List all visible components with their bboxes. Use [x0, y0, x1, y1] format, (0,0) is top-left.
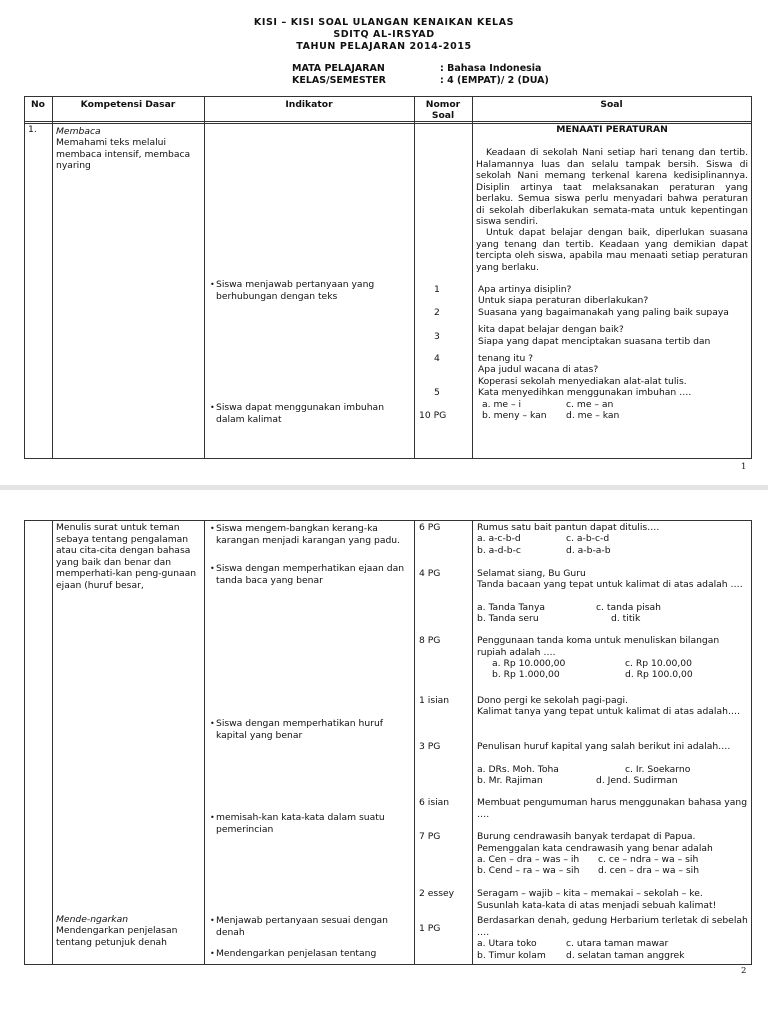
question-text: Penggunaan tanda koma untuk menuliskan bilangan rupiah adalah ….	[477, 635, 720, 658]
question-text: kita dapat belajar dengan baik?	[478, 324, 624, 335]
question-text: Siapa yang dapat menciptakan suasana tertib dan	[478, 336, 711, 347]
option-c: c. a-b-c-d	[566, 533, 610, 544]
indicator-2: • Siswa dapat menggunakan imbuhan dalam kalimat	[216, 402, 410, 425]
col-header-nomor: Nomor	[425, 99, 461, 110]
question-text: Burung cendrawasih banyak terdapat di Papua.	[477, 831, 696, 842]
page-number: 1	[741, 462, 747, 472]
kd-text: Memahami teks melalui membaca intensif, membaca nyaring	[56, 137, 191, 171]
col-header-soal: Soal	[600, 99, 623, 110]
question-text: Apa judul wacana di atas?	[478, 364, 599, 375]
question-text: Apa artinya disiplin?	[478, 284, 572, 295]
question-text: Berdasarkan denah, gedung Herbarium terletak di sebelah ….	[477, 915, 748, 938]
school-name: SDITQ AL-IRSYAD	[333, 29, 435, 40]
question-number: 4	[434, 353, 440, 364]
option-c: c. utara taman mawar	[566, 938, 669, 949]
question-number: 2	[434, 307, 440, 318]
question-text: Kata menyedihkan menggunakan imbuhan ….	[478, 387, 692, 398]
option-c: c. Ir. Soekarno	[625, 764, 691, 775]
question-text: Seragam – wajib – kita – memakai – sekolah – ke.	[477, 888, 703, 899]
question-text: tenang itu ?	[478, 353, 534, 364]
kd2-text: Mendengarkan penjelasan tentang petunjuk denah	[56, 925, 178, 948]
option-a: a. me – i	[482, 399, 522, 410]
question-text: Susunlah kata-kata di atas menjadi sebuah kalimat!	[477, 900, 717, 911]
col-header-no: No	[30, 99, 45, 110]
option-b: b. Rp 1.000,00	[492, 669, 560, 680]
option-c: c. tanda pisah	[596, 602, 661, 613]
passage-paragraph-1: Keadaan di sekolah Nani setiap hari tenang dan tertib. Halamannya luas dan selalu tampak bersih. Siswa di sekolah Nani memang terkenal karena kedisiplinannya. Disiplin artinya taat melaksanakan peraturan yang berlaku. Semua siswa perlu menyadari bahwa peraturan di sekolah diberlakukan semata-mata untuk kepentingan siswa sendiri.	[476, 147, 748, 227]
question-text: Koperasi sekolah menyediakan alat-alat tulis.	[478, 376, 687, 387]
question-text: Rumus satu bait pantun dapat ditulis….	[477, 522, 660, 533]
option-d: d. Rp 100.0,00	[625, 669, 693, 680]
question-text: Pemenggalan kata cendrawasih yang benar adalah	[477, 843, 713, 854]
col-header-indikator: Indikator	[285, 99, 333, 110]
page-number: 2	[741, 966, 747, 976]
option-a: a. a-c-b-d	[477, 533, 521, 544]
indicator-3: • Siswa dengan memperhatikan huruf kapital yang benar	[216, 718, 410, 741]
option-b: b. Timur kolam	[477, 950, 546, 961]
option-b: b. Cend – ra – wa – sih	[477, 865, 580, 876]
option-a: a. Utara toko	[477, 938, 537, 949]
indicator-1: • Siswa mengem-bangkan kerang-ka karangan menjadi karangan yang padu.	[216, 523, 412, 546]
indicator-6: • Mendengarkan penjelasan tentang	[216, 948, 410, 960]
question-number: 10 PG	[419, 410, 447, 421]
question-text: Penulisan huruf kapital yang salah berikut ini adalah….	[477, 741, 731, 752]
option-d: d. me – kan	[566, 410, 620, 421]
kd-text: Menulis surat untuk teman sebaya tentang pengalaman atau cita-cita dengan bahasa yang baik dan benar dan memperhati-kan peng-gunaan ejaan (huruf besar,	[56, 522, 197, 591]
option-a: a. Tanda Tanya	[477, 602, 546, 613]
indicator-1: • Siswa menjawab pertanyaan yang berhubungan dengan teks	[216, 279, 410, 302]
option-d: d. titik	[611, 613, 641, 624]
doc-title: KISI – KISI SOAL ULANGAN KENAIKAN KELAS	[253, 17, 515, 28]
question-count: 3 PG	[419, 741, 441, 752]
option-b: b. meny – kan	[482, 410, 547, 421]
subject-value: : Bahasa Indonesia	[440, 63, 542, 74]
document-page-1	[0, 0, 768, 485]
class-label: KELAS/SEMESTER	[292, 75, 386, 86]
question-count: 1 isian	[419, 695, 450, 706]
option-a: a. Cen – dra – was – ih	[477, 854, 580, 865]
question-number: 1	[434, 284, 440, 295]
passage-title: MENAATI PERATURAN	[556, 124, 668, 135]
option-c: c. ce – ndra – wa – sih	[598, 854, 699, 865]
col-header-kd: Kompetensi Dasar	[80, 99, 176, 110]
col-header-nomor-sub: Soal	[431, 110, 455, 121]
indicator-5: • Menjawab pertanyaan sesuai dengan denah	[216, 915, 410, 938]
option-b: b. Tanda seru	[477, 613, 539, 624]
question-count: 6 PG	[419, 522, 441, 533]
option-c: c. Rp 10.00,00	[625, 658, 692, 669]
question-count: 1 PG	[419, 923, 441, 934]
question-count: 8 PG	[419, 635, 441, 646]
indicator-2: • Siswa dengan memperhatikan ejaan dan tanda baca yang benar	[216, 563, 410, 586]
question-text: Tanda bacaan yang tepat untuk kalimat di atas adalah ….	[477, 579, 743, 590]
question-count: 6 isian	[419, 797, 450, 808]
question-text: Suasana yang bagaimanakah yang paling baik supaya	[478, 307, 729, 318]
kd-title: Membaca	[56, 126, 101, 137]
question-text: Membuat pengumuman harus menggunakan bahasa yang ….	[477, 797, 748, 820]
passage-paragraph-2: Untuk dapat belajar dengan baik, diperlukan suasana yang tenang dan tertib. Keadaan yang demikian dapat tercipta oleh siswa, apabila mau menaati setiap peraturan yang berlaku.	[476, 227, 748, 273]
option-a: a. Rp 10.000,00	[492, 658, 566, 669]
kd2-title: Mende-ngarkan	[56, 914, 129, 925]
option-d: d. selatan taman anggrek	[566, 950, 685, 961]
question-text: Untuk siapa peraturan diberlakukan?	[478, 295, 649, 306]
question-count: 4 PG	[419, 568, 441, 579]
question-count: 7 PG	[419, 831, 441, 842]
question-text: Selamat siang, Bu Guru	[477, 568, 586, 579]
row-number: 1.	[28, 124, 37, 135]
question-count: 2 essey	[419, 888, 455, 899]
question-text: Kalimat tanya yang tepat untuk kalimat di atas adalah….	[477, 706, 741, 717]
option-b: b. a-d-b-c	[477, 545, 521, 556]
question-number: 5	[434, 387, 440, 398]
question-number: 3	[434, 331, 440, 342]
subject-label: MATA PELAJARAN	[292, 63, 385, 74]
class-value: : 4 (EMPAT)/ 2 (DUA)	[440, 75, 549, 86]
option-d: d. a-b-a-b	[566, 545, 611, 556]
option-c: c. me – an	[566, 399, 614, 410]
option-d: d. cen – dra – wa – sih	[598, 865, 700, 876]
document-page-2	[0, 490, 768, 1024]
question-text: Dono pergi ke sekolah pagi-pagi.	[477, 695, 628, 706]
option-a: a. DRs. Moh. Toha	[477, 764, 559, 775]
academic-year: TAHUN PELAJARAN 2014-2015	[296, 41, 472, 52]
option-b: b. Mr. Rajiman	[477, 775, 543, 786]
indicator-4: • memisah-kan kata-kata dalam suatu pemerincian	[216, 812, 410, 835]
option-d: d. Jend. Sudirman	[596, 775, 678, 786]
